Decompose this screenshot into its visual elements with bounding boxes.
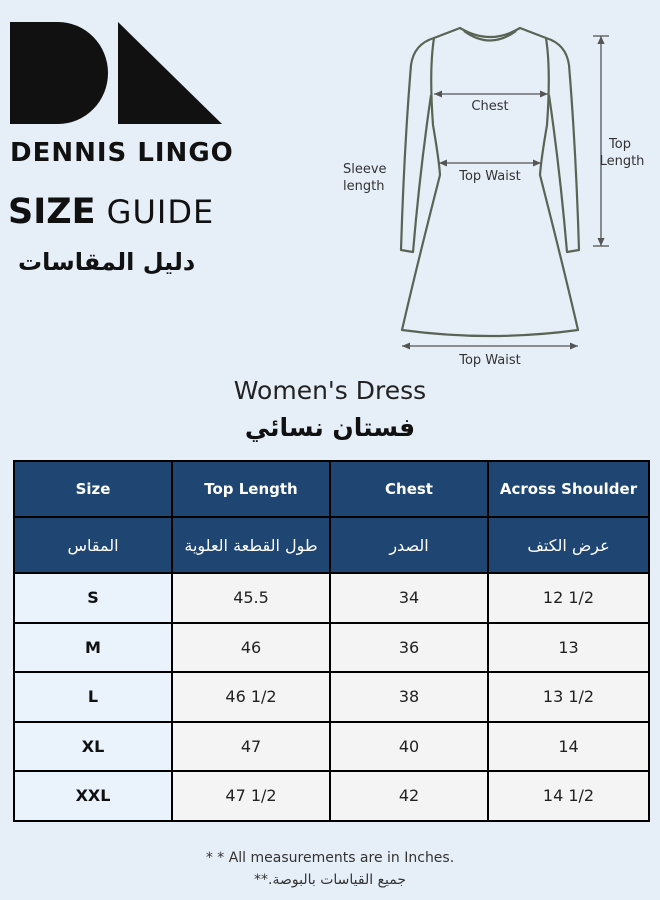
product-title: Women's Dress <box>233 376 427 405</box>
brand-name: DENNIS LINGO <box>10 138 234 168</box>
header-across-shoulder: Across Shoulder <box>488 461 649 517</box>
chest-cell: 36 <box>330 623 488 673</box>
size-cell: S <box>14 573 172 623</box>
top-waist-label: Top Waist <box>459 169 521 184</box>
top-length-cell: 46 <box>172 623 330 673</box>
chest-cell: 42 <box>330 771 488 821</box>
size-word: SIZE <box>8 192 96 232</box>
measurement-note-arabic: جميع القياسات بالبوصة.** <box>254 872 406 888</box>
measurement-note: * * All measurements are in Inches. <box>205 850 455 866</box>
top-length-label-2: Length <box>599 154 645 169</box>
header-top-length: Top Length <box>172 461 330 517</box>
across-shoulder-cell: 13 <box>488 623 649 673</box>
header-chest: Chest <box>330 461 488 517</box>
table-row <box>14 623 649 673</box>
chest-label: Chest <box>471 99 509 114</box>
across-shoulder-cell: 13 1/2 <box>488 672 649 722</box>
header-size-ar: المقاس <box>14 517 172 573</box>
sleeve-length-label-2: length <box>343 179 385 194</box>
table-row <box>14 672 649 722</box>
across-shoulder-cell: 14 1/2 <box>488 771 649 821</box>
chest-cell: 34 <box>330 573 488 623</box>
across-shoulder-cell: 12 1/2 <box>488 573 649 623</box>
top-length-cell: 46 1/2 <box>172 672 330 722</box>
table-row <box>14 573 649 623</box>
top-length-cell: 45.5 <box>172 573 330 623</box>
header-size: Size <box>14 461 172 517</box>
dress-measurement-diagram <box>338 20 650 375</box>
top-length-cell: 47 <box>172 722 330 772</box>
header-across-shoulder-ar: عرض الكتف <box>488 517 649 573</box>
size-chart-table <box>13 460 650 822</box>
header-top-length-ar: طول القطعة العلوية <box>172 517 330 573</box>
header-chest-ar: الصدر <box>330 517 488 573</box>
across-shoulder-cell: 14 <box>488 722 649 772</box>
top-length-label-1: Top <box>609 137 631 152</box>
product-title-arabic: فستان نسائي <box>244 413 416 442</box>
guide-word: GUIDE <box>106 193 215 231</box>
size-cell: XXL <box>14 771 172 821</box>
header-row-arabic <box>14 517 649 573</box>
size-cell: XL <box>14 722 172 772</box>
top-length-cell: 47 1/2 <box>172 771 330 821</box>
dennis-lingo-logo <box>10 22 222 124</box>
chest-cell: 38 <box>330 672 488 722</box>
table-row <box>14 771 649 821</box>
size-cell: M <box>14 623 172 673</box>
header-row-english <box>14 461 649 517</box>
chest-cell: 40 <box>330 722 488 772</box>
size-guide-title-arabic: دليل المقاسات <box>18 248 196 276</box>
size-guide-title <box>8 192 214 232</box>
table-row <box>14 722 649 772</box>
size-cell: L <box>14 672 172 722</box>
bottom-waist-label: Top Waist <box>459 353 521 368</box>
sleeve-length-label-1: Sleeve <box>343 162 387 177</box>
